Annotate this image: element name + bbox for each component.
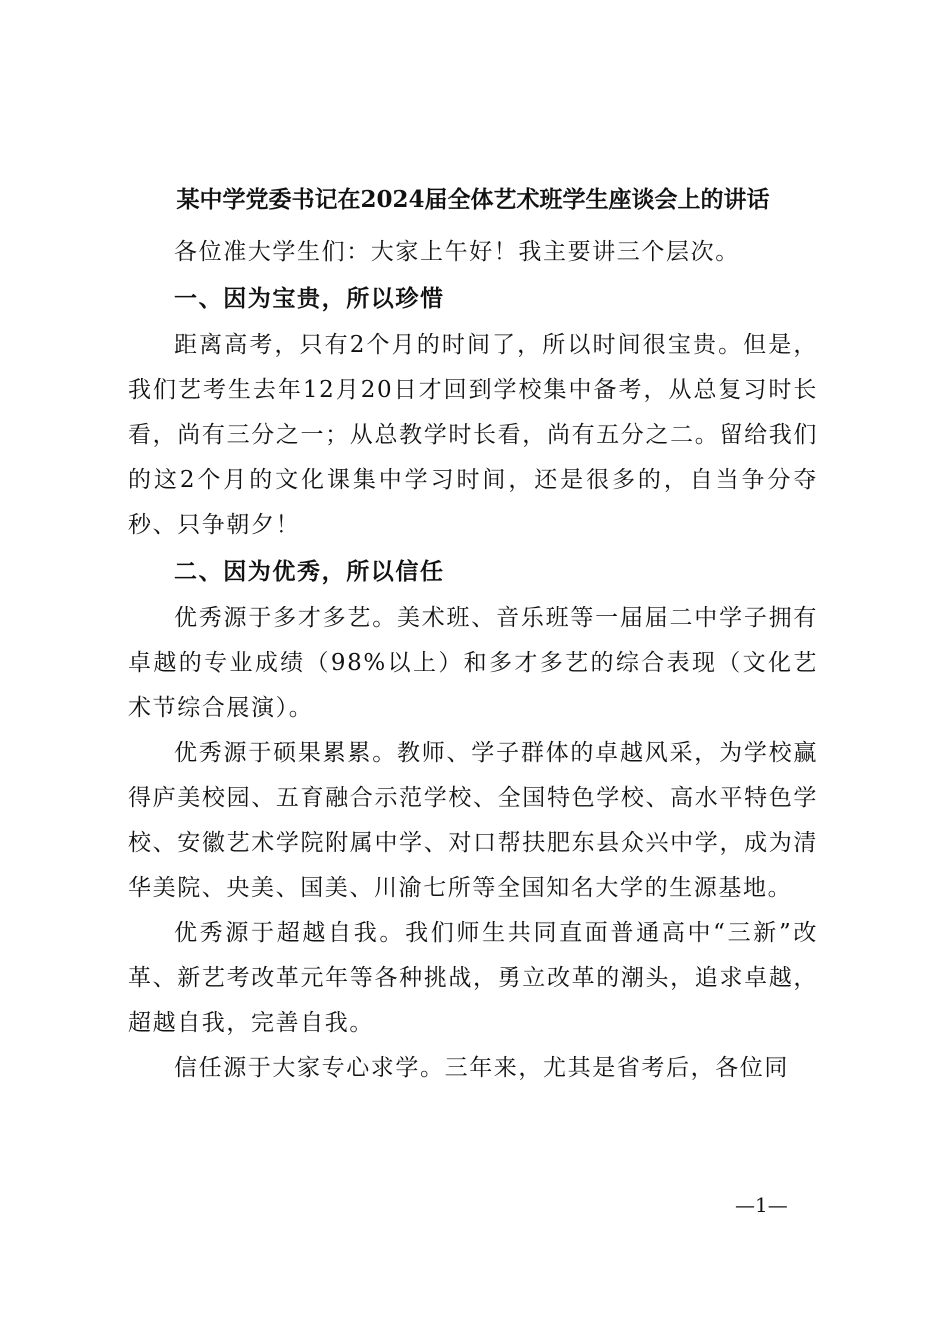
greeting-paragraph: 各位准大学生们：大家上午好！我主要讲三个层次。 <box>174 239 740 265</box>
page-number: —1— <box>735 1193 788 1217</box>
body-paragraph-5: 信任源于大家专心求学。三年来，尤其是省考后，各位同 <box>174 1055 789 1081</box>
document-body <box>128 180 818 1091</box>
body-paragraph-1: 距离高考，只有2个月的时间了，所以时间很宝贵。但是，我们艺考生去年12月20日才回到学校集中备考，从总复习时长看，尚有三分之一；从总教学时长看，尚有五分之二。留给我们的这2个月的文化课集中学习时间，还是很多的，自当争分夺秒、只争朝夕！ <box>128 332 818 538</box>
body-paragraph-2: 优秀源于多才多艺。美术班、音乐班等一届届二中学子拥有卓越的专业成绩（98%以上）和多才多艺的综合表现（文化艺术节综合展演）。 <box>128 605 818 721</box>
section-heading-2: 二、因为优秀，所以信任 <box>174 559 445 585</box>
body-paragraph-4: 优秀源于超越自我。我们师生共同直面普通高中“三新”改革、新艺考改革元年等各种挑战，勇立改革的潮头，追求卓越，超越自我，完善自我。 <box>128 920 818 1036</box>
section-heading-1: 一、因为宝贵，所以珍惜 <box>174 286 445 312</box>
body-paragraph-3: 优秀源于硕果累累。教师、学子群体的卓越风采，为学校赢得庐美校园、五育融合示范学校、全国特色学校、高水平特色学校、安徽艺术学院附属中学、对口帮扶肥东县众兴中学，成为清华美院、央美、国美、川渝七所等全国知名大学的生源基地。 <box>128 740 818 901</box>
document-title: 某中学党委书记在2024届全体艺术班学生座谈会上的讲话 <box>176 186 770 213</box>
